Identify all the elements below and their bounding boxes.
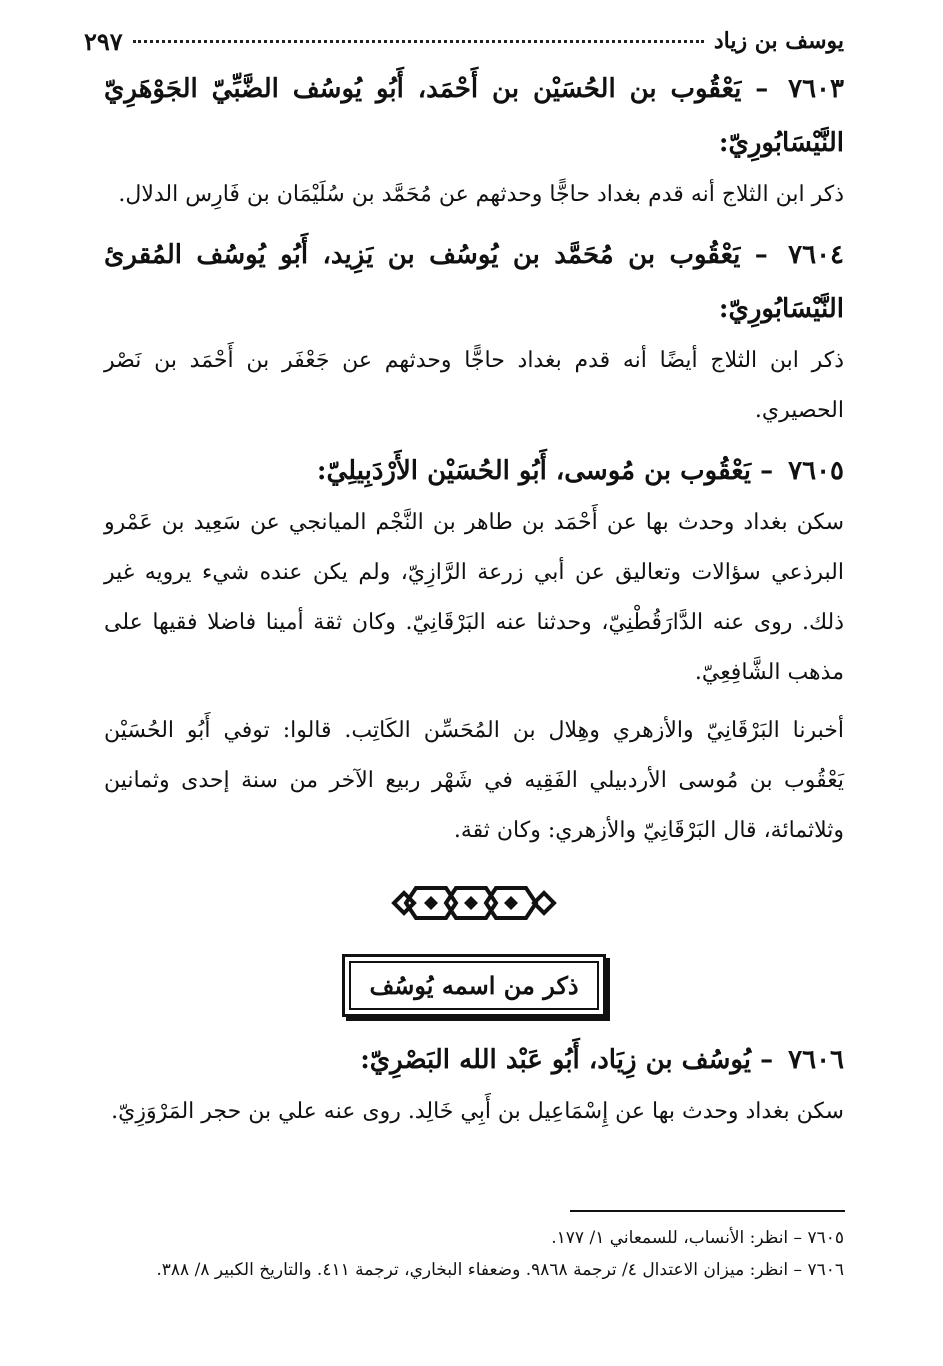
entry-number: ٧٦٠٣ [788,74,844,104]
entry-paragraph: سكن بغداد وحدث بها عن أَحْمَد بن طاهر بن النَّجْم الميانجي عن سَعِيد بن عَمْرو البرذعي سؤالات وتعاليق عن أبي زرعة الرَّازِيّ، ولم يكن عنده شيء يرويه غير ذلك. روى عنه الدَّارَقُطْنِيّ، وحدثنا عنه البَرْقَانِيّ. وكان ثقة أمينا فاضلا فقيها على مذهب الشَّافِعِيّ. [104,510,844,685]
page-header [84,22,844,60]
entry-heading [104,1033,844,1087]
entry-heading [104,62,844,170]
running-title: يوسف بن زياد [713,28,844,54]
section-heading-frame [342,954,605,1017]
entry-title: – يُوسُف بن زِيَاد، أَبُو عَبْد الله البَصْرِيّ: [360,1045,774,1075]
entry-title: – يَعْقُوب بن مُوسى، أَبُو الحُسَيْن الأَرْدَبِيلِيّ: [316,456,774,486]
entry-title: – يَعْقُوب بن مُحَمَّد بن يُوسُف بن يَزِيد، أَبُو يُوسُف المُقرئ النَّيْسَابُورِيّ: [104,240,844,324]
footnote: ٧٦٠٦ – انظر: ميزان الاعتدال ٤/ ترجمة ٩٨٦٨. وضعفاء البخاري، ترجمة ٤١١. والتاريخ الكبير ٨/ ٣٨٨. [156,1260,844,1280]
section-heading: ذكر من اسمه يُوسُف [349,961,598,1010]
footnote-separator [570,1210,845,1212]
entry-number: ٧٦٠٥ [788,456,844,486]
page-number: ٢٩٧ [84,26,123,56]
entry-paragraph: ذكر ابن الثلاج أيضًا أنه قدم بغداد حاجًّا وحدثهم عن جَعْفَر بن أَحْمَد بن نَصْر الحصيري. [104,348,844,423]
entry-heading [104,228,844,336]
footnote: ٧٦٠٥ – انظر: الأنساب، للسمعاني ١/ ١٧٧. [551,1228,844,1248]
entry-number: ٧٦٠٦ [788,1045,844,1075]
ornament-icon [389,878,559,928]
entry-number: ٧٦٠٤ [788,240,845,270]
footnotes [104,1222,844,1286]
main-text [104,62,844,1145]
header-dot-leader [133,40,704,43]
entry-paragraph: ذكر ابن الثلاج أنه قدم بغداد حاجًّا وحدثهم عن مُحَمَّد بن سُلَيْمَان بن فَارِس الدلال. [118,182,844,207]
entry-paragraph: أخبرنا البَرْقَانِيّ والأزهري وهِلال بن المُحَسِّن الكَاتِب. قالوا: توفي أَبُو الحُسَيْن يَعْقُوب بن مُوسى الأردبيلي الفَقِيه في شَهْر ربيع الآخر من سنة إحدى وثمانين وثلاثمائة، قال البَرْقَانِيّ والأزهري: وكان ثقة. [104,718,844,843]
entry-heading [104,444,844,498]
entry-title: – يَعْقُوب بن الحُسَيْن بن أَحْمَد، أَبُو يُوسُف الضَّبِّيّ الجَوْهَرِيّ النَّيْسَابُورِيّ: [104,74,844,158]
decorative-ornament [104,874,844,932]
entry-paragraph: سكن بغداد وحدث بها عن إِسْمَاعِيل بن أَبِي خَالِد. روى عنه علي بن حجر المَرْوَزِيّ. [111,1099,844,1124]
section-heading-wrap [104,954,844,1017]
